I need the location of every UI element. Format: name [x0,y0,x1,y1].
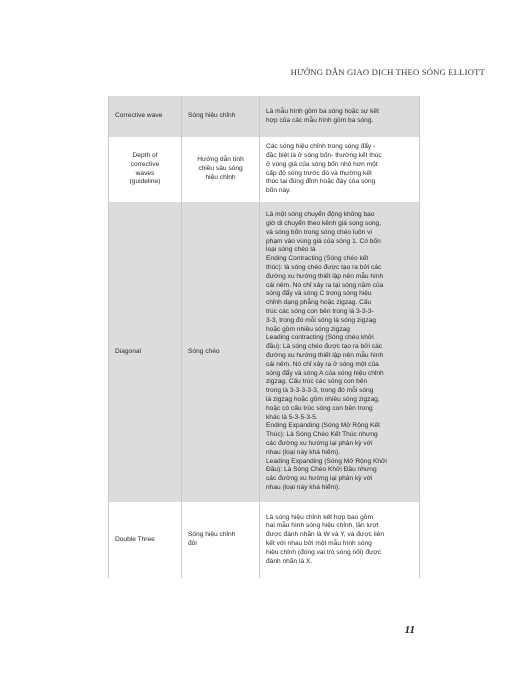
table-row-double-three [109,502,419,578]
page-number: 11 [404,624,415,636]
vietnamese-term-cell: Sóng chéo [181,202,259,502]
vietnamese-term-text: Hướng dẫn tính chiều sâu sóng hiệu chỉnh [197,156,244,181]
term-cell: Double Three [115,535,155,543]
running-header: HƯỚNG DẪN GIAO DỊCH THEO SÓNG ELLIOTT [290,67,485,77]
definition-cell [259,96,419,137]
definition-cell [259,502,419,578]
vietnamese-term-cell: Sóng hiệu chỉnh [181,96,259,137]
definition-text: Các sóng hiệu chỉnh trong sóng đẩy - đặc biệt là ở sóng bốn- thường kết thúc ở vùng giá của sóng bốn nhỏ hơn một cấp độ sóng trước đó và thường kết thúc tại đúng đỉnh hoặc đáy của sóng bốn này. [266,143,382,195]
term-text: Depth of corrective waves (guideline) [129,151,161,186]
table-row-diagonal [109,202,419,502]
glossary-table [108,96,420,578]
term-cell: Diagonal [115,347,142,355]
table-row-depth-of-corrective-waves [109,137,419,202]
vietnamese-term-cell [181,502,259,578]
table-row-corrective-wave [109,96,419,137]
definition-cell [259,202,419,502]
definition-text: Là sóng hiệu chỉnh kết hợp bao gồm hai mẫu hình sóng hiệu chỉnh, lần lượt được đánh nhãn là W và Y, và được liên kết với nhau bởi một mẫu hình sóng hiệu chỉnh (đóng vai trò sóng nối) được đánh nhãn là X. [266,513,385,565]
definition-text: Là một sóng chuyển động không bao giờ di chuyển theo kênh giá song song, và sóng bốn trong sóng chéo luôn vi phạm vào vùng giá của sóng 1. Có bốn loại sóng chéo là Ending Contracting (Sóng chéo kết thúc): là sóng chéo được tạo ra bởi các đường xu hướng thiết lập nên mẫu hình cái nêm. Nó chỉ xảy ra tại sóng năm của sóng đẩy và sóng C trong sóng hiệu chỉnh dạng phẳng hoặc zigzag. Cấu trúc các sóng con bên trong là 3-3-3- 3-3, trong đó mỗi sóng là sóng zigzag hoặc gồm nhiều sóng zigzag Leading contracting (Sóng chéo khởi đầu): Là sóng chéo được tạo ra bởi các đường xu hướng thiết lập nên mẫu hình cái nêm. Nó chỉ xảy ra ở sóng một của sóng đẩy và sóng A của sóng hiệu chỉnh zigzag. Cấu trúc các sóng con bên trong là 3-3-3-3-3, trong đó mỗi sóng là zigzag hoặc gồm nhiều sóng zigzag, hoặc có cấu trúc sóng con bên trong khác là 5-3-5-3-5. Ending Expanding (Sóng Mở Rộng Kết Thúc): Là Sóng Chéo Kết Thúc nhưng các đường xu hướng lại phân kỳ với nhau (loại này khá hiếm). Leading Expanding (Sóng Mở Rộng Khởi Đầu): Là Sóng Chéo Khởi Đầu nhưng các đường xu hướng lại phân kỳ với nhau (loại này khá hiếm). [266,211,387,491]
definition-cell [259,137,419,202]
term-cell: Corrective wave [115,112,163,120]
vietnamese-term-text: Sóng hiệu chỉnh đôi [188,531,236,547]
vietnamese-term-cell [181,137,259,202]
term-cell [109,137,181,202]
definition-text: Là mẫu hình gồm ba sóng hoặc sự kết hợp của các mẫu hình gồm ba sóng. [266,107,379,124]
